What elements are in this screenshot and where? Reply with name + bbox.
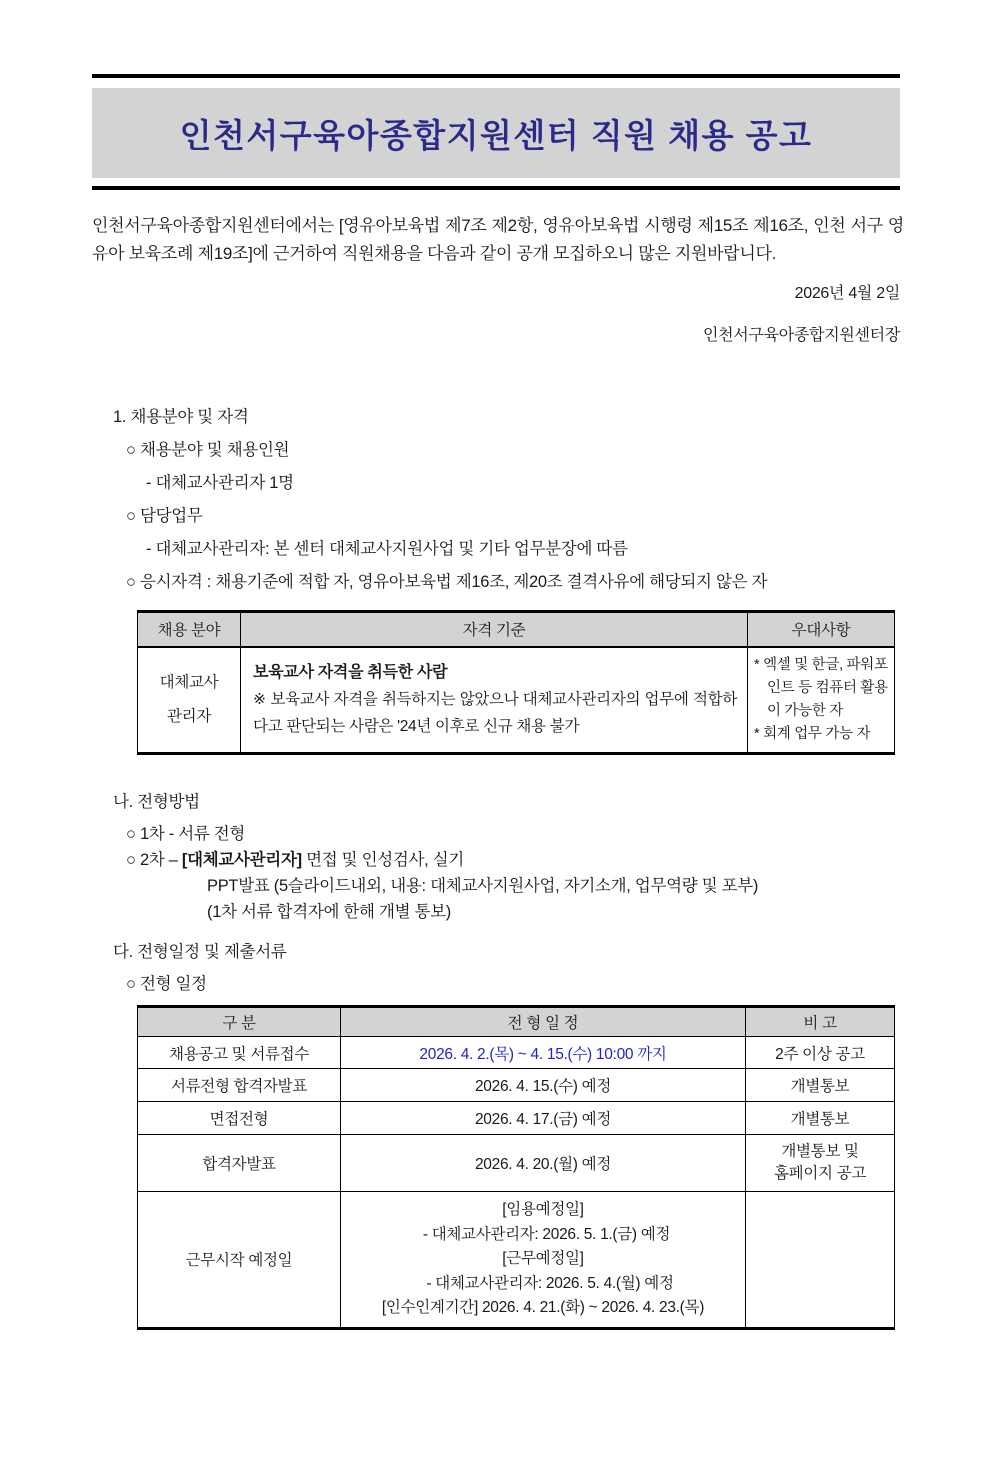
method-step1: ○ 1차 - 서류 전형 <box>126 825 246 843</box>
step2-role: [대체교사관리자] <box>181 851 302 869</box>
schedule-line: - 대체교사관리자: 2026. 5. 1.(금) 예정 <box>422 1225 671 1243</box>
row-note: 개별통보 <box>746 1069 895 1102</box>
row-label: 합격자발표 <box>138 1135 341 1192</box>
recruit-eligibility: ○ 응시자격 : 채용기준에 적합 자, 영유아보육법 제16조, 제20조 결격사유에 해당되지 않은 자 <box>126 573 768 591</box>
step2-rest: 면접 및 인성검사, 실기 <box>301 851 464 869</box>
col-header-criteria: 자격 기준 <box>241 612 748 647</box>
col-header-category: 구 분 <box>138 1007 341 1037</box>
table-row <box>138 1069 895 1102</box>
recruit-field-heading: ○ 채용분야 및 채용인원 <box>126 441 290 459</box>
row-label: 면접전형 <box>138 1102 341 1135</box>
signer: 인천서구육아종합지원센터장 <box>702 327 900 344</box>
table-row <box>138 1102 895 1135</box>
row-schedule <box>341 1192 746 1329</box>
recruit-duty-detail: - 대체교사관리자: 본 센터 대체교사지원사업 및 기타 업무분장에 따름 <box>146 540 628 558</box>
row-note: 개별통보 <box>746 1102 895 1135</box>
section-schedule-heading: 다. 전형일정 및 제출서류 <box>113 943 287 961</box>
criteria-note: ※ 보육교사 자격을 취득하지는 않았으나 대체교사관리자의 업무에 적합하다고 판단되는 사람은 '24년 이후로 신규 채용 불가 <box>253 690 737 735</box>
col-header-schedule: 전 형 일 정 <box>341 1007 746 1037</box>
section-method-heading: 나. 전형방법 <box>113 793 200 811</box>
step2-prefix: ○ 2차 – <box>126 851 182 869</box>
method-step2-notify: (1차 서류 합격자에 한해 개별 통보) <box>207 903 451 921</box>
qualification-table <box>137 610 895 755</box>
qualification-table-header-row <box>138 612 895 647</box>
schedule-table-header-row <box>138 1007 895 1037</box>
preference-item <box>754 723 890 746</box>
bullet-marker: * <box>754 656 760 673</box>
col-header-field: 채용 분야 <box>138 612 241 647</box>
row-schedule: 2026. 4. 17.(금) 예정 <box>341 1102 746 1135</box>
recruit-field-detail: - 대체교사관리자 1명 <box>146 474 294 492</box>
schedule-line: [인수인계기간] 2026. 4. 21.(화) ~ 2026. 4. 23.(목) <box>381 1299 705 1316</box>
row-label: 채용공고 및 서류접수 <box>138 1037 341 1069</box>
top-rule <box>92 74 900 78</box>
preference-text: 회계 업무 가능 자 <box>763 725 871 742</box>
schedule-line: [임용예정일] <box>502 1201 584 1218</box>
row-schedule: 2026. 4. 15.(수) 예정 <box>341 1069 746 1102</box>
notice-document <box>0 74 992 1477</box>
row-note: 2주 이상 공고 <box>746 1037 895 1069</box>
col-header-remarks: 비 고 <box>746 1007 895 1037</box>
field-cell <box>138 647 241 754</box>
schedule-line: [근무예정일] <box>502 1250 584 1267</box>
method-step2 <box>126 847 992 873</box>
title-bottom-rule <box>92 186 900 190</box>
table-row <box>138 1192 895 1329</box>
preference-item <box>754 654 890 723</box>
notice-date: 2026년 4월 2일 <box>794 285 900 302</box>
row-label: 근무시작 예정일 <box>138 1192 341 1329</box>
note-line: 개별통보 및 <box>781 1143 859 1160</box>
title-banner <box>92 88 900 178</box>
table-row <box>138 1037 895 1069</box>
schedule-table <box>137 1005 895 1330</box>
row-note <box>746 1135 895 1192</box>
intro-paragraph: 인천서구육아종합지원센터에서는 [영유아보육법 제7조 제2항, 영유아보육법 시행령 제15조 제16조, 인천 서구 영유아 보육조례 제19조]에 근거하여 직원채용을 다음과 같이 공개 모집하오니 많은 지원바랍니다. <box>92 216 904 263</box>
row-schedule: 2026. 4. 2.(목) ~ 4. 15.(수) 10:00 까지 <box>341 1037 746 1069</box>
bullet-marker: * <box>754 725 760 742</box>
table-row <box>138 1135 895 1192</box>
row-label: 서류전형 합격자발표 <box>138 1069 341 1102</box>
note-line: 홈페이지 공고 <box>773 1165 867 1182</box>
page-title: 인천서구육아종합지원센터 직원 채용 공고 <box>179 116 813 154</box>
row-note <box>746 1192 895 1329</box>
preference-cell <box>748 647 895 754</box>
criteria-cell <box>241 647 748 754</box>
schedule-line: - 대체교사관리자: 2026. 5. 4.(월) 예정 <box>426 1274 674 1292</box>
preference-text: 엑셀 및 한글, 파워포인트 등 컴퓨터 활용이 가능한 자 <box>763 656 888 719</box>
qualification-table-row <box>138 647 895 754</box>
row-schedule: 2026. 4. 20.(월) 예정 <box>341 1135 746 1192</box>
section-recruit-heading: 1. 채용분야 및 자격 <box>113 408 249 426</box>
recruit-duty-heading: ○ 담당업무 <box>126 507 203 525</box>
method-step2-ppt: PPT발표 (5슬라이드내외, 내용: 대체교사지원사업, 자기소개, 업무역량 및 포부) <box>207 877 759 895</box>
schedule-sub-heading: ○ 전형 일정 <box>126 975 207 993</box>
col-header-preference: 우대사항 <box>748 612 895 647</box>
field-line2: 관리자 <box>166 707 212 725</box>
criteria-title: 보육교사 자격을 취득한 사람 <box>253 663 448 681</box>
field-line1: 대체교사 <box>159 673 219 691</box>
